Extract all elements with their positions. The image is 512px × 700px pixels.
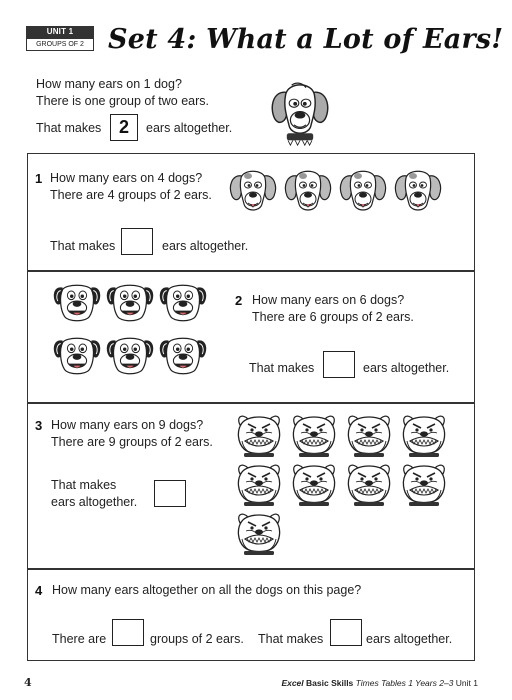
intro-question: How many ears on 1 dog? bbox=[36, 77, 182, 91]
q4-groups-prefix: There are bbox=[52, 632, 107, 646]
q3-number: 3 bbox=[35, 418, 43, 433]
q3-makes-line2: ears altogether. bbox=[51, 495, 138, 509]
dog-image bbox=[106, 281, 154, 325]
unit-topic: GROUPS OF 2 bbox=[26, 38, 94, 51]
q1-question: How many ears on 4 dogs? bbox=[50, 171, 203, 185]
dog-image bbox=[159, 281, 207, 325]
intro-makes-suffix: ears altogether. bbox=[146, 121, 233, 135]
intro-makes-prefix: That makes bbox=[36, 121, 102, 135]
dog-image bbox=[393, 166, 443, 216]
dog-image bbox=[398, 411, 450, 459]
q2-makes-suffix: ears altogether. bbox=[363, 361, 450, 375]
dog-image bbox=[53, 281, 101, 325]
page-title: Set 4: What a Lot of Ears! bbox=[108, 24, 504, 55]
q4-groups-answer-box[interactable] bbox=[112, 619, 144, 646]
footer-unit: Unit 1 bbox=[455, 678, 478, 688]
dog-image bbox=[338, 166, 388, 216]
q2-question: How many ears on 6 dogs? bbox=[252, 293, 405, 307]
footer-book: Times Tables 1 Years 2–3 bbox=[355, 678, 454, 688]
dog-image bbox=[228, 166, 278, 216]
q4-groups-suffix: groups of 2 ears. bbox=[150, 632, 244, 646]
q1-answer-box[interactable] bbox=[121, 228, 153, 255]
q3-question: How many ears on 9 dogs? bbox=[51, 418, 204, 432]
q4-question: How many ears altogether on all the dogs on this page? bbox=[52, 583, 362, 597]
dog-image bbox=[233, 509, 285, 557]
dog-image bbox=[233, 460, 285, 508]
intro-statement: There is one group of two ears. bbox=[36, 94, 210, 108]
q1-makes-prefix: That makes bbox=[50, 239, 116, 253]
q4-makes-suffix: ears altogether. bbox=[366, 632, 453, 646]
dog-image bbox=[343, 460, 395, 508]
unit-label: UNIT 1 bbox=[26, 26, 94, 38]
q4-total-answer-box[interactable] bbox=[330, 619, 362, 646]
q2-answer-box[interactable] bbox=[323, 351, 355, 378]
dog-image bbox=[233, 411, 285, 459]
q3-statement: There are 9 groups of 2 ears. bbox=[51, 435, 213, 449]
q3-answer-box[interactable] bbox=[154, 480, 186, 507]
q4-makes-prefix: That makes bbox=[258, 632, 324, 646]
dog-image bbox=[288, 460, 340, 508]
q2-number: 2 bbox=[235, 293, 243, 308]
footer-brand: Excel bbox=[281, 678, 304, 688]
q2-makes-prefix: That makes bbox=[249, 361, 315, 375]
dog-image bbox=[159, 334, 207, 378]
q1-statement: There are 4 groups of 2 ears. bbox=[50, 188, 212, 202]
dog-image bbox=[343, 411, 395, 459]
intro-dog-image bbox=[270, 78, 330, 150]
intro-answer-box: 2 bbox=[110, 114, 138, 141]
dog-image bbox=[398, 460, 450, 508]
q1-number: 1 bbox=[35, 171, 43, 186]
q3-makes-line1: That makes bbox=[51, 478, 117, 492]
dog-image bbox=[53, 334, 101, 378]
page-number: 4 bbox=[24, 676, 32, 689]
footer-credit bbox=[281, 678, 478, 688]
dog-image bbox=[283, 166, 333, 216]
dog-image bbox=[288, 411, 340, 459]
q2-statement: There are 6 groups of 2 ears. bbox=[252, 310, 414, 324]
q1-makes-suffix: ears altogether. bbox=[162, 239, 249, 253]
unit-tag bbox=[26, 26, 94, 51]
dog-image bbox=[106, 334, 154, 378]
footer-series: Basic Skills bbox=[306, 678, 354, 688]
q4-number: 4 bbox=[35, 583, 43, 598]
